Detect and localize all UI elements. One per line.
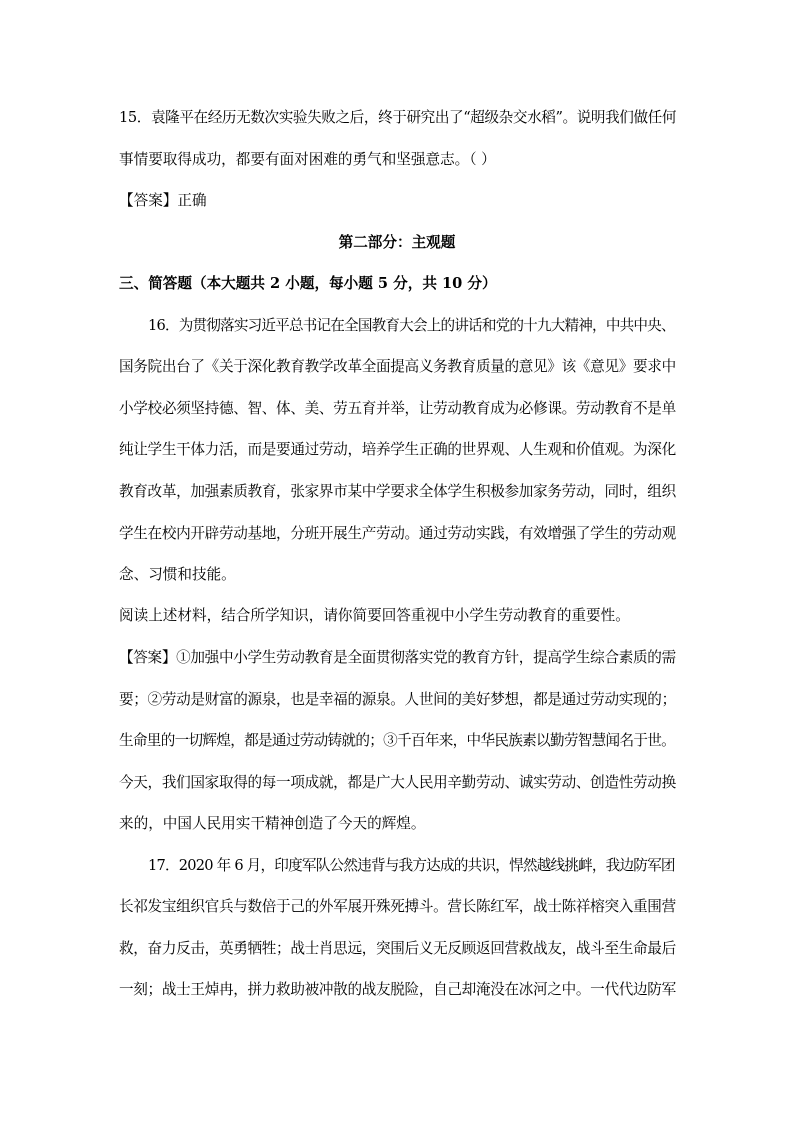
q16-line-1: 16．为贯彻落实习近平总书记在全国教育大会上的讲话和党的十九大精神，中共中央、 <box>148 317 675 334</box>
q17-line-2: 长祁发宝组织官兵与数倍于己的外军展开殊死搏斗。营长陈红军，战士陈祥榕突入重围营 <box>119 898 676 915</box>
q17-line-4: 一刻；战士王焯冉，拼力救助被冲散的战友脱险，自己却淹没在冰河之中。一代代边防军 <box>119 981 676 998</box>
q16-prompt: 阅读上述材料，结合所学知识，请你简要回答重视中小学生劳动教育的重要性。 <box>119 607 630 624</box>
q17-line-1: 17．2020 年 6 月，印度军队公然违背与我方达成的共识，悍然越线挑衅，我边防军团 <box>148 857 675 874</box>
q15-line-2: 事情要取得成功，都要有面对困难的勇气和坚强意志。（ ） <box>119 151 496 168</box>
q16-answer-line-5: 来的，中国人民用实干精神创造了今天的辉煌。 <box>119 815 426 832</box>
q16-answer-line-3: 生命里的一切辉煌，都是通过劳动铸就的；③千百年来，中华民族素以勤劳智慧闻名于世。 <box>119 732 676 749</box>
q15-line-1: 15．袁隆平在经历无数次实验失败之后，终于研究出了“超级杂交水稻”。说明我们做任何 <box>119 109 677 126</box>
q16-line-3: 小学校必须坚持德、智、体、美、劳五育并举，让劳动教育成为必修课。劳动教育不是单 <box>119 400 676 417</box>
q17-line-3: 救，奋力反击，英勇牺牲；战士肖思远，突围后义无反顾返回营救战友，战斗至生命最后 <box>119 940 676 957</box>
q16-answer-line-1: 【答案】①加强中小学生劳动教育是全面贯彻落实党的教育方针，提高学生综合素质的需 <box>119 649 676 666</box>
part2-title: 第二部分：主观题 <box>338 234 456 251</box>
q16-line-6: 学生在校内开辟劳动基地，分班开展生产劳动。通过劳动实践，有效增强了学生的劳动观 <box>119 525 676 542</box>
q16-line-5: 教育改革，加强素质教育，张家界市某中学要求全体学生积极参加家务劳动，同时，组织 <box>119 483 676 500</box>
q15-answer: 【答案】正确 <box>119 192 207 209</box>
q16-line-4: 纯让学生干体力活，而是要通过劳动，培养学生正确的世界观、人生观和价值观。为深化 <box>119 441 676 458</box>
section3-title: 三、简答题（本大题共 2 小题，每小题 5 分，共 10 分） <box>119 275 497 292</box>
q16-answer-line-2: 要；②劳动是财富的源泉，也是幸福的源泉。人世间的美好梦想，都是通过劳动实现的； <box>119 691 676 708</box>
q16-line-2: 国务院出台了《关于深化教育教学改革全面提高义务教育质量的意见》该《意见》要求中 <box>119 358 676 375</box>
q16-answer-line-4: 今天，我们国家取得的每一项成就，都是广大人民用辛勤劳动、诚实劳动、创造性劳动换 <box>119 774 676 791</box>
q16-line-7: 念、习惯和技能。 <box>119 566 236 583</box>
